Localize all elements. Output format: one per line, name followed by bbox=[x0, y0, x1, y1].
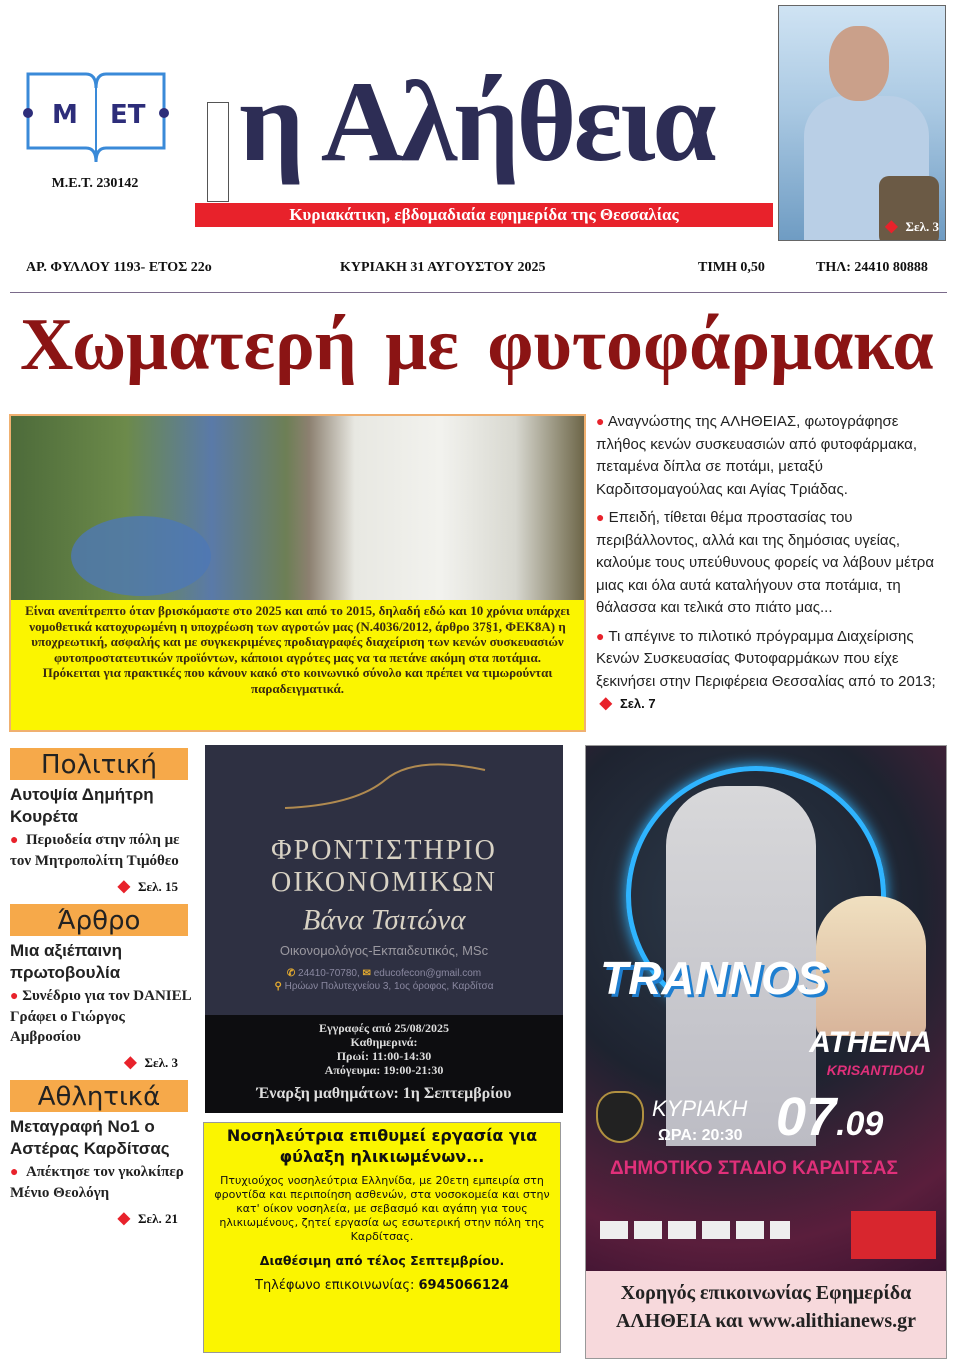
decorative-curve bbox=[275, 750, 495, 810]
issue-price: ΤΙΜΗ 0,50 bbox=[698, 260, 765, 275]
concert-artist-2: ATHENA bbox=[809, 1026, 932, 1059]
ad-tutoring[interactable] bbox=[205, 745, 563, 1113]
section-sports[interactable] bbox=[10, 1080, 192, 1228]
ad-nurse-title: Νοσηλεύτρια επιθυμεί εργασία για φύλαξη ηλικιωμένων... bbox=[226, 1126, 538, 1166]
diamond-icon: ◆ bbox=[124, 1054, 137, 1071]
section-politics[interactable] bbox=[10, 748, 192, 896]
photo-page-ref-label: Σελ. 3 bbox=[905, 219, 939, 234]
masthead bbox=[195, 22, 773, 227]
issue-info-bar bbox=[26, 260, 938, 280]
issue-phone: ΤΗΛ: 24410 80888 bbox=[816, 260, 928, 275]
diamond-icon: ◆ bbox=[885, 218, 898, 235]
story-paragraph: ● Επειδή, τίθεται θέμα προστασίας του περιβάλλοντος, αλλά και της δημόσιας υγείας, καλούμε τους υπεύθυνους φορείς να λάβουν μέτρα μιας και όλα αυτά καταλήγουν στα ποτάμια, τη θάλασσα και τελικά στο πιάτο μας... bbox=[596, 509, 934, 616]
mail-icon: ✉ bbox=[362, 968, 371, 979]
section-article[interactable] bbox=[10, 904, 192, 1072]
ad-tutoring-contact: ✆ 24410-70780, ✉ educofecon@gmail.com ⚲ Ηρώων Πολυτεχνείου 3, 1ος όροφος, Καρδίτσα bbox=[274, 968, 494, 992]
concert-venue: ΔΗΜΟΤΙΚΟ ΣΤΑΔΙΟ ΚΑΡΔΙΤΣΑΣ bbox=[610, 1158, 898, 1179]
logo-letter-m: M bbox=[52, 100, 78, 130]
club-emblem-icon bbox=[596, 1091, 644, 1143]
story-caption-closing: Πρόκειται για πρακτικές που κάνουν κακό στο κοινωνικό σύνολο και πρέπει να τιμωρούνται παραδειγματικά. bbox=[42, 665, 553, 696]
story-photo-box bbox=[9, 414, 586, 732]
concert-day: ΚΥΡΙΑΚΗ bbox=[652, 1096, 748, 1121]
story-paragraph: ● Αναγνώστης της ΑΛΗΘΕΙΑΣ, φωτογράφησε πλήθος κενών συσκευασιών από φυτοφάρμακα, πεταμένα δίπλα σε ποτάμι, μεταξύ Καρδιτσομαγούλας και Αγίας Τριάδας. bbox=[596, 413, 918, 498]
story-caption-main: Είναι ανεπίτρεπτο όταν βρισκόμαστε στο 2025 και από το 2015, δηλαδή εδώ και 10 χρόνια υπάρχει νομοθετικά κατοχυρωμένη η υποχρέωση των αγροτών μας (Ν.4036/2012, άρθρο 37§1, ΦΕΚ8Α) η υποχρεωτική, ασφαλής και με συγκεκριμένες προδιαγραφές διαχείριση των κενών συσκευασιών φυτοπροστατευτικών προϊόντων, κάποιοι αγρότες μας να τα πετάνε ακόμη στα ποτάμια. bbox=[25, 603, 570, 665]
issue-number: ΑΡ. ΦΥΛΛΟΥ 1193- ΕΤΟΣ 22ο bbox=[26, 260, 212, 275]
featured-photo[interactable] bbox=[778, 5, 946, 241]
section-text: ● Συνέδριο για τον DANIEL Γράφει ο Γιώργος Αμβροσίου bbox=[10, 988, 191, 1045]
masthead-title: η Αλήθεια bbox=[239, 58, 714, 185]
phone-icon: ✆ bbox=[286, 968, 296, 979]
section-label: Πολιτική bbox=[10, 748, 188, 780]
section-title: Αυτοψία Δημήτρη Κουρέτα bbox=[10, 785, 154, 826]
met-registration: M.E.T. 230142 bbox=[51, 176, 139, 191]
concert-artist-2-surname: KRISANTIDOU bbox=[826, 1062, 924, 1078]
story-page-ref-link[interactable] bbox=[596, 696, 656, 711]
ad-nurse-phone: Τηλέφωνο επικοινωνίας: 6945066124 bbox=[255, 1278, 509, 1293]
logo-letters-et: ET bbox=[110, 100, 146, 130]
story-paragraph: ● Τι απέγινε το πιλοτικό πρόγραμμα Διαχείρισης Κενών Συσκευασίας Φυτοφαρμάκων που είχε ξεκινήσει στην Περιφέρεια Θεσσαλίας από το 2013; ◆ Σελ. 7 bbox=[596, 627, 936, 712]
concert-sponsor-note: Χορηγός επικοινωνίας Εφημερίδα ΑΛΗΘΕΙΑ και www.alithianews.gr bbox=[586, 1271, 946, 1359]
bullet-icon: ● bbox=[10, 833, 19, 848]
section-text: ● Περιοδεία στην πόλη με τον Μητροπολίτη Τιμόθεο bbox=[10, 832, 180, 869]
section-page-ref[interactable]: ◆ Σελ. 15 bbox=[117, 878, 178, 895]
bullet-icon: ● bbox=[596, 627, 605, 644]
story-text bbox=[596, 410, 946, 721]
divider bbox=[10, 292, 947, 293]
story-page-ref: Σελ. 7 bbox=[619, 696, 656, 711]
section-label: Άρθρο bbox=[10, 904, 188, 936]
sidebar-sections bbox=[10, 748, 192, 1236]
ad-concert[interactable] bbox=[585, 745, 947, 1359]
ad-tutoring-title: ΦΡΟΝΤΙΣΤΗΡΙΟ ΟΙΚΟΝΟΜΙΚΩΝ bbox=[271, 835, 497, 898]
ad-nurse-body: Πτυχιούχος νοσηλεύτρια Ελληνίδα, με 20ετη εμπειρία στη φροντίδα και περιποίηση ασθενών, στα νοσοκομεία και στην κατ' οίκον νοσηλεία, με σεβασμό και αγάπη για τους ηλικιωμένους, ζητεί εργασία ως εσωτερική στην πόλη της Καρδίτσας. bbox=[214, 1174, 550, 1243]
masthead-badges-icon bbox=[207, 102, 229, 202]
diamond-icon: ◆ bbox=[599, 695, 612, 712]
section-page-ref[interactable]: ◆ Σελ. 3 bbox=[124, 1054, 178, 1071]
masthead-subtitle: Κυριακάτικη, εβδομαδιαία εφημερίδα της Θεσσαλίας bbox=[195, 203, 773, 227]
concert-artist-1: TRANNOS bbox=[600, 952, 828, 1004]
concert-poster bbox=[586, 746, 946, 1271]
met-logo bbox=[22, 68, 170, 168]
story-photo bbox=[11, 416, 584, 600]
issue-date: ΚΥΡΙΑΚΗ 31 ΑΥΓΟΥΣΤΟΥ 2025 bbox=[340, 260, 546, 275]
diamond-icon: ◆ bbox=[117, 878, 131, 895]
bullet-icon: ● bbox=[10, 989, 19, 1004]
concert-time: ΩΡΑ: 20:30 bbox=[658, 1127, 743, 1144]
ad-tutoring-role: Οικονομολόγος-Εκπαιδευτικός, MSc bbox=[279, 943, 489, 958]
section-text: ● Απέκτησε τον γκολκίπερ Μένιο Θεολόγη bbox=[10, 1164, 184, 1201]
concert-date: 07.09 bbox=[776, 1087, 884, 1147]
story-caption bbox=[15, 603, 580, 696]
photo-page-ref[interactable] bbox=[885, 216, 939, 236]
bullet-icon: ● bbox=[10, 1165, 19, 1180]
ad-nurse-availability: Διαθέσιμη από τέλος Σεπτεμβρίου. bbox=[259, 1253, 505, 1268]
ad-tutoring-name: Βάνα Τσιτώνα bbox=[302, 904, 466, 936]
ad-tutoring-schedule: Εγγραφές από 25/08/2025 Καθημερινά: Πρωί: 11:00-14:30 Απόγευμα: 19:00-21:30 Έναρξη μαθημάτων: 1η Σεπτεμβρίου bbox=[205, 1015, 563, 1113]
location-icon: ⚲ bbox=[274, 981, 282, 992]
main-headline[interactable]: Χωματερή με φυτοφάρμακα bbox=[20, 304, 934, 386]
ad-nurse[interactable] bbox=[203, 1122, 561, 1353]
section-page-ref[interactable]: ◆ Σελ. 21 bbox=[117, 1210, 178, 1227]
bullet-icon: ● bbox=[596, 413, 605, 429]
sponsor-logo bbox=[851, 1211, 936, 1259]
bullet-icon: ● bbox=[596, 509, 605, 525]
diamond-icon: ◆ bbox=[117, 1210, 131, 1227]
section-label: Αθλητικά bbox=[10, 1080, 188, 1112]
section-title: Μια αξιέπαινη πρωτοβουλία bbox=[10, 941, 123, 982]
sponsor-logos bbox=[600, 1221, 790, 1239]
section-title: Μεταγραφή Νο1 ο Αστέρας Καρδίτσας bbox=[10, 1117, 170, 1158]
